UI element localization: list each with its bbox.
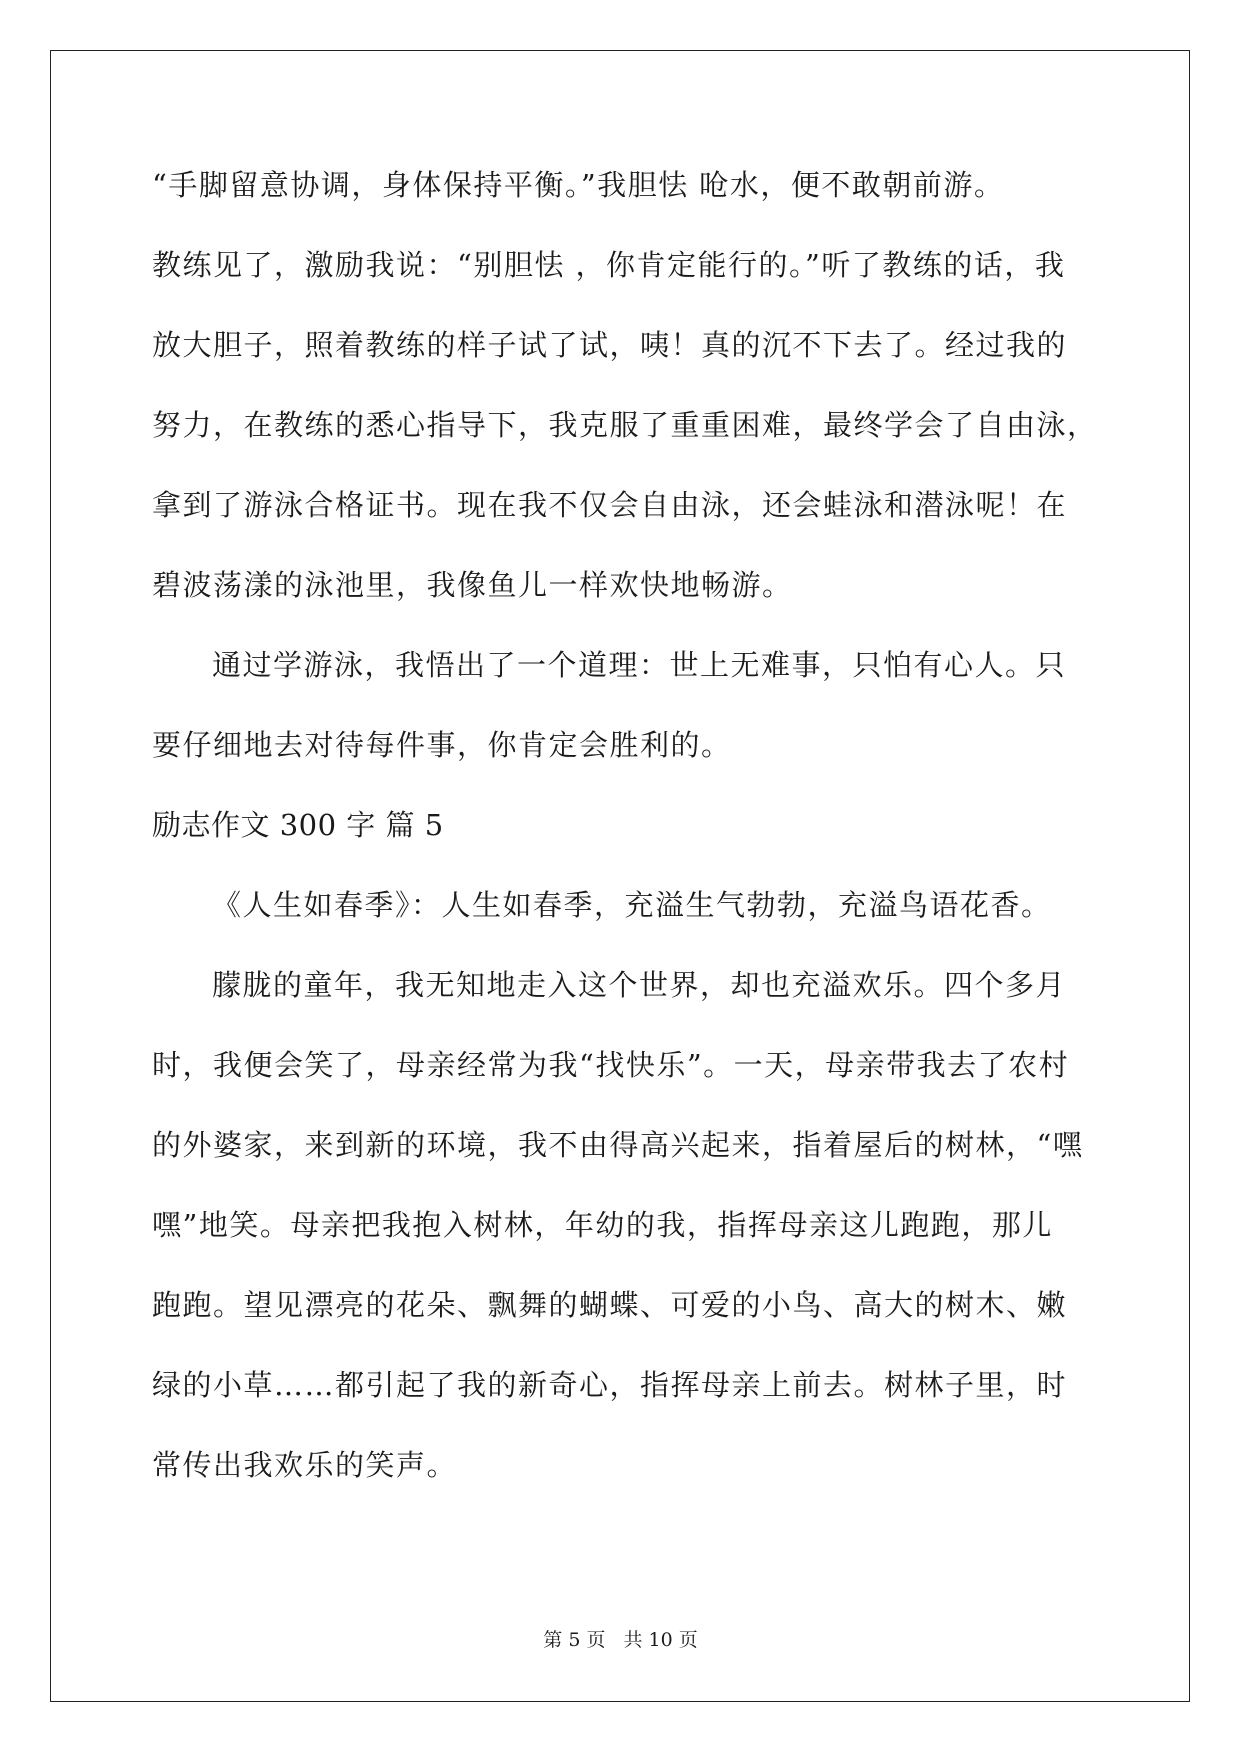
section-heading: 励志作文 300 字 篇 5 <box>152 808 444 842</box>
page-total: 共 10 页 <box>623 1629 698 1651</box>
text-line: 时，我便会笑了，母亲经常为我“找快乐”。一天，母亲带我去了农村 <box>152 1048 1070 1082</box>
paragraph-start-line: 《人生如春季》：人生如春季，充溢生气勃勃，充溢鸟语花香。 <box>212 888 1052 922</box>
page-footer <box>0 1625 1241 1652</box>
text-line: 要仔细地去对待每件事，你肯定会胜利的。 <box>152 728 732 762</box>
text-line: 教练见了，激励我说：“别胆怯 ，你肯定能行的。”听了教练的话，我 <box>152 248 1066 282</box>
text-line: 拿到了游泳合格证书。现在我不仅会自由泳，还会蛙泳和潜泳呢！在 <box>152 488 1068 522</box>
text-line: 绿的小草……都引起了我的新奇心，指挥母亲上前去。树林子里，时 <box>152 1368 1068 1402</box>
text-line: 嘿”地笑。母亲把我抱入树林，年幼的我，指挥母亲这儿跑跑，那儿 <box>152 1208 1053 1242</box>
text-line: 放大胆子，照着教练的样子试了试，咦！真的沉不下去了。经过我的 <box>152 328 1068 362</box>
text-line: “手脚留意协调，身体保持平衡。”我胆怯 呛水，便不敢朝前游。 <box>152 168 1005 202</box>
text-line: 的外婆家，来到新的环境，我不由得高兴起来，指着屋后的树林，“嘿 <box>152 1128 1084 1162</box>
page-number: 第 5 页 <box>543 1629 606 1651</box>
text-line: 努力，在教练的悉心指导下，我克服了重重困难，最终学会了自由泳， <box>152 408 1098 442</box>
paragraph-start-line: 朦胧的童年，我无知地走入这个世界，却也充溢欢乐。四个多月 <box>212 968 1067 1002</box>
text-line: 碧波荡漾的泳池里，我像鱼儿一样欢快地畅游。 <box>152 568 793 602</box>
text-line: 常传出我欢乐的笑声。 <box>152 1448 458 1482</box>
paragraph-start-line: 通过学游泳，我悟出了一个道理：世上无难事，只怕有心人。只 <box>212 648 1067 682</box>
text-line: 跑跑。望见漂亮的花朵、飘舞的蝴蝶、可爱的小鸟、高大的树木、嫩 <box>152 1288 1068 1322</box>
